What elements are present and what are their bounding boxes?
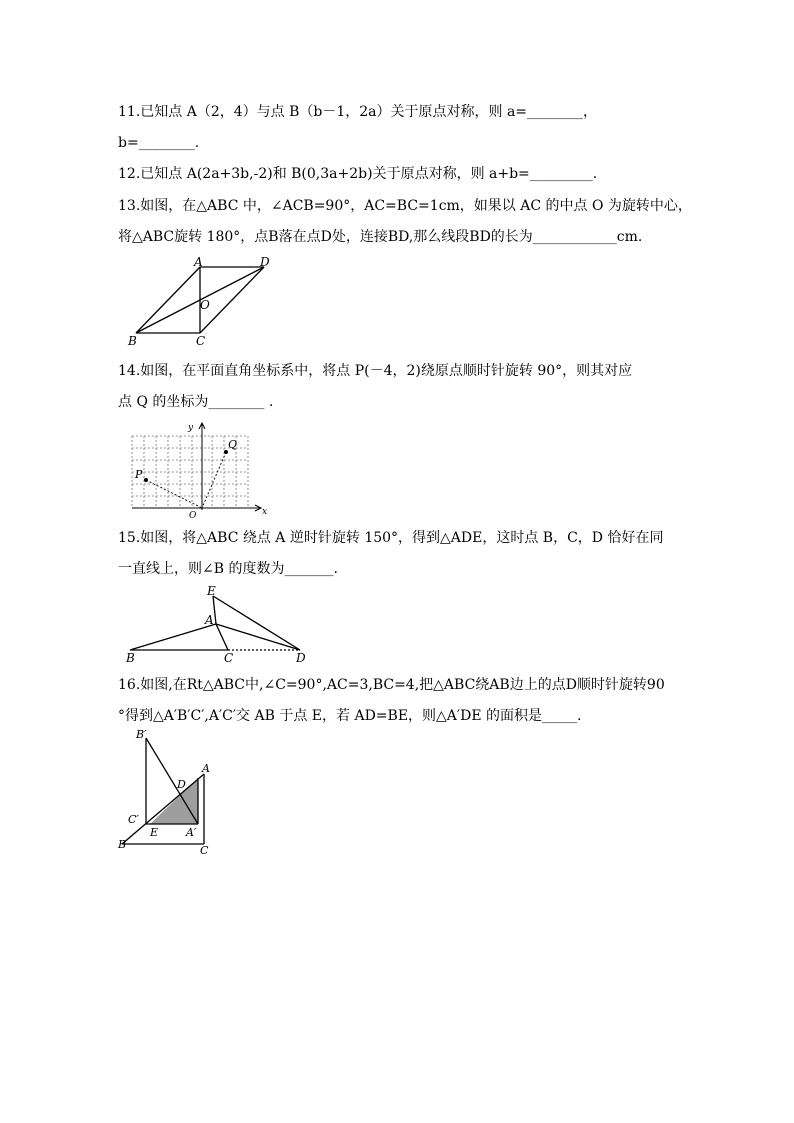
q16-label-a-prime: A′ bbox=[186, 826, 197, 839]
q13-label-b: B bbox=[128, 334, 137, 348]
q11-text-2: b=________. bbox=[118, 135, 200, 151]
q16-label-d: D bbox=[177, 778, 186, 791]
q15-label-d: D bbox=[296, 651, 306, 665]
q11-number: 11. bbox=[118, 104, 141, 120]
q13-number: 13. bbox=[118, 198, 141, 214]
q12-line-1 bbox=[118, 164, 597, 184]
q15-figure-rotated-triangles bbox=[118, 584, 318, 666]
q16-label-b-prime: B′ bbox=[136, 728, 147, 741]
q15-label-a: A bbox=[205, 613, 214, 627]
q16-line-1 bbox=[118, 675, 665, 695]
q15-label-c: C bbox=[224, 651, 234, 665]
q16-text-1: 如图,在Rt△ABC中,∠C=90°,AC=3,BC=4,把△ABC绕AB边上的点D顺时针旋转90 bbox=[140, 677, 665, 693]
q14-label-y: y bbox=[188, 423, 194, 433]
q13-label-d: D bbox=[260, 255, 270, 269]
q15-text-2: 一直线上，则∠B 的度数为_______. bbox=[118, 561, 338, 577]
q13-label-o: O bbox=[200, 298, 210, 312]
q16-label-a: A bbox=[202, 762, 210, 775]
q13-line-1 bbox=[118, 196, 692, 216]
q11-line-2 bbox=[118, 133, 199, 153]
q14-line-2 bbox=[118, 392, 273, 412]
q14-label-x: x bbox=[262, 507, 268, 517]
q14-line-1 bbox=[118, 361, 632, 381]
q14-label-p: P bbox=[135, 468, 143, 481]
q16-number: 16. bbox=[118, 677, 141, 693]
q12-text-1: 已知点 A(2a+3b,-2)和 B(0,3a+2b)关于原点对称，则 a+b=_________. bbox=[140, 166, 598, 182]
q15-label-e: E bbox=[207, 584, 216, 598]
q15-line-1 bbox=[118, 528, 663, 548]
q14-number: 14. bbox=[118, 363, 141, 379]
q11-text-1: 已知点 A（2，4）与点 B（b－1，2a）关于原点对称，则 a=________， bbox=[140, 104, 598, 120]
q13-text-1: 如图，在△ABC 中，∠ACB=90°，AC=BC=1cm，如果以 AC 的中点 O 为旋转中心， bbox=[140, 198, 692, 214]
q15-label-b: B bbox=[126, 651, 135, 665]
q14-label-q: Q bbox=[228, 438, 238, 451]
q14-text-2: 点 Q 的坐标为________ . bbox=[118, 394, 274, 410]
q16-label-c-prime: C′ bbox=[128, 813, 139, 826]
q16-label-e: E bbox=[150, 826, 159, 839]
q13-figure-parallelogram bbox=[120, 255, 280, 350]
q14-label-o: O bbox=[189, 511, 197, 518]
q16-figure-right-triangles bbox=[116, 726, 226, 856]
q13-label-c: C bbox=[196, 334, 206, 348]
q14-text-1: 如图，在平面直角坐标系中，将点 P(－4，2)绕原点顺时针旋转 90°，则其对应 bbox=[140, 363, 633, 379]
q16-label-b: B bbox=[118, 838, 127, 851]
q13-line-2 bbox=[118, 227, 642, 247]
q12-number: 12. bbox=[118, 166, 141, 182]
q13-label-a: A bbox=[194, 255, 203, 269]
q15-text-1: 如图，将△ABC 绕点 A 逆时针旋转 150°，得到△ADE，这时点 B，C，D 恰好在同 bbox=[140, 530, 664, 546]
q13-text-2: 将△ABC旋转 180°，点B落在点D处，连接BD,那么线段BD的长为____________cm. bbox=[118, 229, 643, 245]
q16-label-c: C bbox=[200, 844, 209, 856]
q15-number: 15. bbox=[118, 530, 141, 546]
q11-line-1 bbox=[118, 102, 597, 122]
q15-line-2 bbox=[118, 559, 338, 579]
q14-figure-coordinate-grid bbox=[124, 420, 270, 518]
q16-text-2: °得到△A′B′C′,A′C′交 AB 于点 E，若 AD=BE，则△A′DE 的面积是_____. bbox=[118, 708, 582, 724]
q16-line-2 bbox=[118, 706, 581, 726]
